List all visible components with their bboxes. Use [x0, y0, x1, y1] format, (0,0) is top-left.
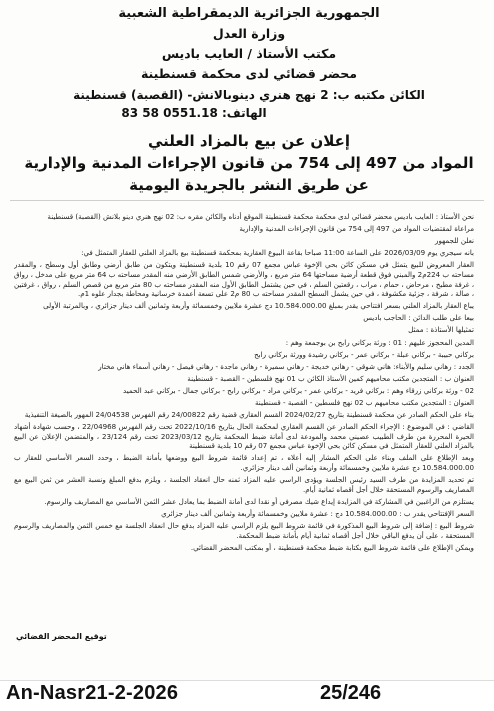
- body-paragraph: العنوان : المتجدين مكتب محاميهم ب 02 نهج فلسطين - القصبة - قسنطينة: [255, 398, 474, 407]
- body-paragraph: نحن الأستاذ : العايب باديس محضر قضائي لدى محكمة محكمة قسنطينة الموقع أدناه والكائن مقره ب: 02 نهج هنري دينو بلانش (القصبة) قسنطينة: [47, 212, 474, 221]
- announcement-title: إعلان عن بيع بالمزاد العلني: [147, 132, 350, 150]
- body-paragraph: نعلن للجمهور: [435, 236, 474, 246]
- publication-tag: An-Nasr21-2-2026: [6, 682, 179, 704]
- body-paragraph: تم تحديد المزايدة من طرف السيد رئيس الجلسة ويؤدى الراسي عليه المزاد ثمنه حال انعقاد الجلسة ، ويلزم بدفع المبلغ ونسبة العشر من ثمن البيع مع المصاريف والرسوم المستحقة خلال أجل أقصاه ثمانية أيام.: [14, 475, 474, 494]
- body-paragraph: بركاني حبيبة - بركاني عبلة - بركاني عمر - بركاني رشيدة وورثة بركاني رابح: [254, 349, 474, 359]
- divider: [10, 200, 484, 201]
- header-republic: الجمهورية الجزائرية الديمقراطية الشعبية: [118, 6, 380, 21]
- body-paragraph: بناء على الحكم الصادر عن محكمة قسنطينة بتاريخ 2024/02/27 القسم العقاري قضية رقم 24/00822 رقم الفهرس 24/04538 المهور بالصيغة التنفيذية: [24, 410, 474, 420]
- body-paragraph: الجدد : رهاني سليم والأبناء: هاني شوقي - رهاني خديجة - رهاني سميرة - رهاني ماجدة - رهاني فيصل - رهاني أسماء هاني مختار: [98, 361, 474, 371]
- header-phone: الهاتف: 0551.18 58 83: [121, 106, 267, 120]
- body-paragraph: وبعد الإطلاع على الملف وبناء على الحكم المشار إليه أعلاه ، تم إعداد قائمة شروط البيع ووضعها بأمانة الضبط ، وحدد السعر الأساسي للعقار ب 10.584.000.00 دج عشرة ملايين وخمسمائة وأربعة وثمانين ألف دينار جزائري.: [14, 453, 474, 473]
- reference-number: 25/246: [320, 682, 382, 704]
- body-paragraph: القاضي : في الموضوع : الإجراء الحكم الصادر عن القسم العقاري لمحكمة الحال بتاريخ 2022/10/16 تحت رقم الفهرس 22/04968 ، وحسب شهادة أشهاد الحيرة المحررة من طرف الطبيب عصيني محمد والمودعة لدى أمانة ضبط المحكمة بتاريخ 2023/03/12 تحت رقم 23/124 ، والمتضمن الإعلان عن البيع بالمزاد العلني للعقار المتمثل في مسكن كائن بحي الإخوة عباس مجمع 07 رقم 10 بلدية قسنطينة: [14, 422, 474, 451]
- header-ministry: وزارة العدل: [212, 26, 286, 41]
- body-paragraph: العقار المعروض للبيع يتمثل في مسكن كائن بحي الإخوة عباس مجمع 07 رقم 10 بلدية قسنطينة ويتكون من طابق أرضي وطابق أول وسطح ، والمقدر مساحته ب 224م2 والمبني فوق قطعة أرضية مساحتها 64 متر مربع ، والأرضي شمس الطابق الأرضي منه المقدر مساحته ب 64 متر مربع على مدخل ، رواق ، غرفة مطبخ ، مرحاض ، حمام ، مراب ، رقعتين السلم ، في حين يشتمل الطابق الأول منه المقدر مساحته ب 80 متر مربع من قصص السلم ، رواق ، غرفتين ، صالة ، شرفة ، جزئية مكشوفة ، في حين يشمل السطح المقدر مساحته ب 80 م2 على تسعة أعمدة خرسانية ومحاطة بجدار علوه 1م.: [14, 260, 474, 299]
- body-paragraph: يستلزم من الراغبين في المشاركة في المزايدة إيداع شيك مصرفي أو نقدا لدى أمانة الضبط بما يعادل عشر الثمن الأساسي مع المصاريف والرسوم.: [44, 496, 474, 506]
- body-paragraph: 02 - ورثة بركاني زرقاء وهم : بركاني فريد - بركاني عمر - بركاني مراد - بركاني رابح - بركاني جمال - بركاني عبد الحميد: [123, 385, 474, 395]
- header-office: مكتب الأستاذ / العايب باديس: [161, 46, 337, 61]
- announcement-articles: المواد من 497 إلى 754 من قانون الإجراءات المدنية والإدارية: [24, 154, 474, 172]
- header-bailiff: محضر قضائي لدى محكمة قسنطينة: [140, 66, 358, 81]
- body-paragraph: ويمكن الإطلاع على قائمة شروط البيع بكتابة ضبط محكمة قسنطينة ، أو بمكتب المحضر القضائي.: [190, 542, 474, 552]
- header-address: الكائن مكتبه ب: 2 نهج هنري دينوبالانش- (القصبة) قسنطينة: [73, 88, 425, 102]
- body-paragraph: العنوان ب : المتجدين مكتب محاميهم كمين الأستاذ الكائن ب 01 نهج فلسطين - القصبة - قسنطينة: [187, 373, 474, 383]
- signature-label: توقيع المحضر القضائي: [16, 632, 107, 641]
- body-paragraph: بيعا على طلب الدائن : الحاجب باديس: [363, 313, 474, 323]
- body-paragraph: شروط البيع : إضافة إلى شروط البيع المذكورة في قائمة شروط البيع يلزم الراسي عليه المزاد بدفع حال انعقاد الجلسة مع خمس الثمن والمصاريف والرسوم المستحقة ، على أن يدفع الباقي خلال أجل أقصاه ثمانية أيام بأمانة ضبط المحكمة.: [14, 521, 474, 540]
- body-paragraph: تمثيلها الأستاذة : ممثل: [408, 325, 474, 335]
- body-paragraph: السعر الإفتتاحي يقدر ب : 10.584.000.00 دج : عشرة ملايين وخمسمائة وأربعة وثمانين ألف دينار جزائري: [161, 508, 474, 518]
- body-paragraph: مراعاة لمقتضيات المواد من 497 إلى 754 من قانون الإجراءات المدنية والإدارية: [239, 224, 474, 234]
- body-paragraph: يباع العقار بالمزاد العلني بسعر افتتاحي يقدر بمبلغ 10.584.000.00 دج عشرة ملايين وخمسمائة وأربعة وثمانين ألف دينار جزائري ، وبالمرتبة الأولى: [43, 301, 474, 311]
- body-paragraph: بانه سيجري يوم 2026/03/09 على الساعة 11:00 صباحا بقاعة البيوع العقارية بمحكمة قسنطينة بيع بالمزاد العلني للعقار المتمثل في:: [81, 248, 474, 258]
- notice-body: [14, 212, 474, 627]
- body-paragraph: المدين المحجوز عليهم : 01 : ورثة بركاني رابح بن بوجمعة وهم :: [285, 337, 474, 347]
- announcement-method: عن طريق النشر بالجريدة اليومية: [129, 176, 369, 194]
